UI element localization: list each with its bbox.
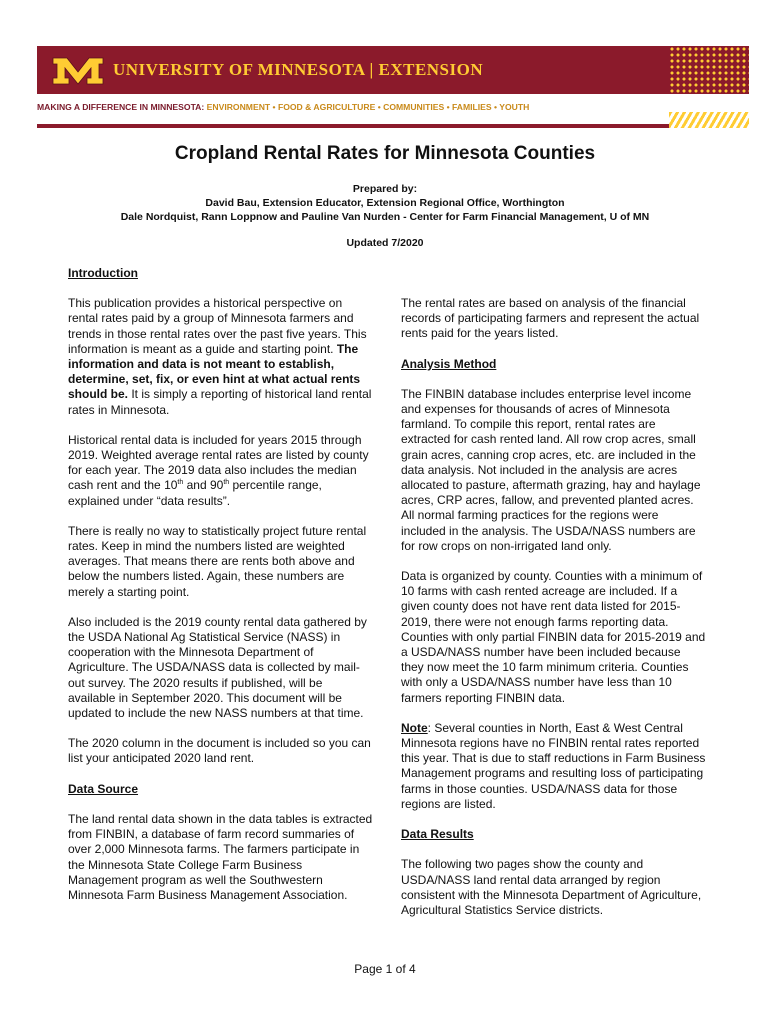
banner-rule: [37, 124, 669, 128]
intro-paragraph-5: The 2020 column in the document is included so you can list your anticipated 2020 land rent.: [68, 736, 371, 766]
intro-paragraph-3: There is really no way to statistically project future rental rates. Keep in mind the numbers listed are weighted averages. That means there are rents both above and below the numbers listed. Again, these numbers are merely a starting point.: [68, 523, 367, 599]
page-title: Cropland Rental Rates for Minnesota Counties: [174, 143, 596, 164]
page-number: Page 1 of 4: [354, 962, 416, 976]
superscript-th: th: [177, 479, 184, 487]
tagline-lead: MAKING A DIFFERENCE IN MINNESOTA:: [37, 102, 205, 112]
banner-maroon-bar: [37, 46, 669, 94]
university-m-logo: [51, 56, 105, 86]
intro-p1-tail: It is simply a reporting of historical land rental rates in Minnesota.: [68, 387, 372, 417]
note-label: Note: [401, 720, 428, 735]
author-line-2: Dale Nordquist, Rann Loppnow and Pauline Van Nurden - Center for Farm Financial Management, U of MN: [120, 211, 650, 223]
intro-p1-disclaimer: The information and data is not meant to establish, determine, set, fix, or even hint at what actual rents should be.: [68, 341, 361, 402]
tagline-topics: ENVIRONMENT • FOOD & AGRICULTURE • COMMUNITIES • FAMILIES • YOUTH: [206, 102, 530, 112]
extension-banner: [37, 46, 749, 128]
note-paragraph: [401, 721, 706, 812]
data-source-paragraph: The land rental data shown in the data tables is extracted from FINBIN, a database of farm record summaries of over 2,000 Minnesota farms. The farmers participate in the Minnesota State College Farm Business Management program as well the Southwestern Minnesota Farm Business Management Association.: [68, 811, 373, 902]
data-source-heading: Data Source: [68, 781, 139, 796]
rental-basis-paragraph: The rental rates are based on analysis of the financial records of participating farmers and represent the actual rents paid for the years listed.: [401, 296, 700, 341]
data-results-heading: Data Results: [401, 827, 474, 842]
note-text: : Several counties in North, East & West Central Minnesota regions have no FINBIN rental rates reported this year. That is due to staff reductions in Farm Business Management programs and resulting loss of participating farms in those counties. USDA/NASS data for those regions are listed.: [401, 720, 706, 811]
superscript-th: th: [223, 479, 230, 487]
intro-paragraph-2: [68, 433, 373, 509]
analysis-method-paragraph-1: The FINBIN database includes enterprise level income and expenses for thousands of acres of Minnesota farmland. To compile this report, rental rates are extracted for cash rented land. All row crop acres, small grain acres, canning crop acres, etc. are included in the data analysis. Not included in the analysis are acres allocated to pasture, aftermath grazing, hay and haylage acres, CRP acres, fallow, and prevented planted acres. All normal farming practices for the regions were included in the analysis. The USDA/NASS numbers are for row crops on non-irrigated land only.: [401, 386, 701, 553]
author-line-1: David Bau, Extension Educator, Extension Regional Office, Worthington: [205, 197, 565, 209]
intro-p2-mid: and 90: [183, 478, 224, 493]
banner-title: UNIVERSITY OF MINNESOTA | EXTENSION: [113, 60, 484, 79]
updated-date: Updated 7/2020: [346, 237, 424, 249]
banner-stripe-pattern: [669, 112, 749, 128]
intro-p2-text: Historical rental data is included for years 2015 through 2019. Weighted average rental rates are listed by county for each year. The 2019 data also includes the median cash rent and the 10: [68, 432, 369, 493]
intro-p1-text: This publication provides a historical perspective on rental rates paid by a group of Minnesota farmers and trends in those rental rates over the past five years. This information is meant as a guide and starting point.: [68, 296, 367, 356]
analysis-method-heading: Analysis Method: [401, 356, 497, 371]
prepared-by: Prepared by:: [352, 183, 418, 195]
intro-paragraph-4: Also included is the 2019 county rental data gathered by the USDA National Ag Statistical Service (NASS) in cooperation with the Minnesota Department of Agriculture. The USDA/NASS data is collected by mail-out survey. The 2020 results if published, will be available in September 2020. This document will be updated to include the new NASS numbers at that time.: [68, 614, 367, 721]
introduction-heading: Introduction: [68, 266, 138, 280]
intro-paragraph-1: [68, 296, 373, 418]
data-results-paragraph: The following two pages show the county and USDA/NASS land rental data arranged by region consistent with the Minnesota Department of Agriculture, Agricultural Statistics Service districts.: [401, 857, 702, 917]
banner-dot-pattern: [669, 46, 749, 94]
left-column: [68, 266, 373, 918]
analysis-method-paragraph-2: Data is organized by county. Counties with a minimum of 10 farms with cash rented acreage are included. If a given county does not have rent data listed for 2015-2019, there were not enough farms reporting data. Counties with only partial FINBIN data for 2015-2019 and a USDA/NASS number have been included because they now meet the 10 farm minimum criteria. Counties with only a USDA/NASS number have less than 10 farmers reporting FINBIN data.: [401, 569, 706, 705]
intro-p2-tail: percentile range, explained under “data results”.: [68, 478, 322, 508]
right-column: [401, 296, 706, 933]
